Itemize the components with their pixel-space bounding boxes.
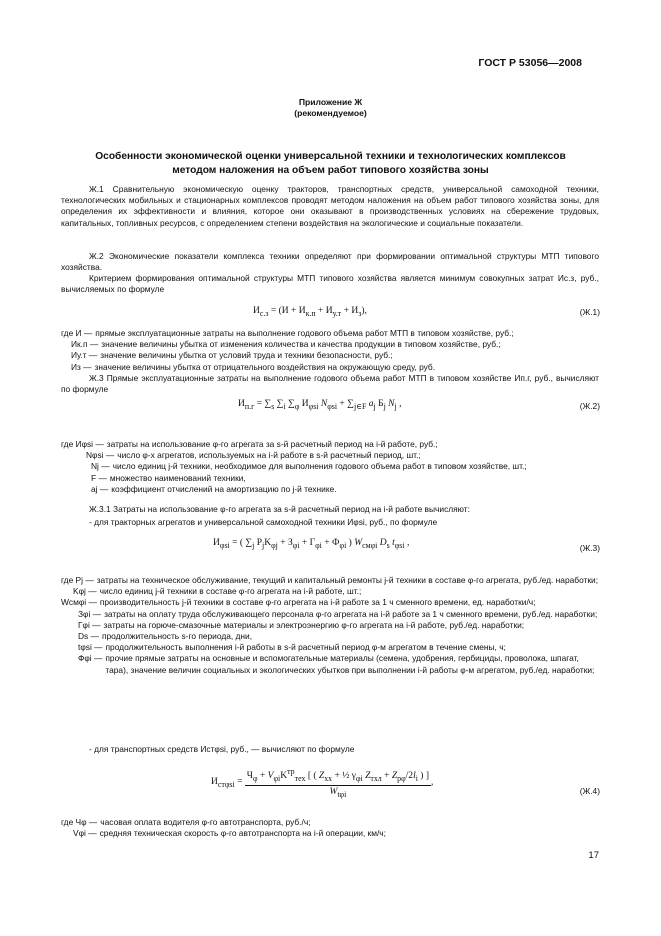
definition-row	[61, 653, 601, 675]
definition-text: значение величины убытка от изменения количества и качества продукции в типовом хозяйстве, руб.;	[101, 339, 501, 350]
definition-text: значение величины убытка от условий труда и техники безопасности, руб.;	[100, 350, 393, 361]
definition-row	[61, 473, 601, 484]
definition-text: значение величины убытка от отрицательного воздействия на окружающую среду, руб.	[94, 361, 436, 372]
definition-text: часовая оплата водителя φ-го автотранспорта, руб./ч;	[100, 817, 311, 827]
definition-text: число единиц j-й техники, необходимое для выполнения годового объема работ в типовом хозяйстве, шт.;	[112, 461, 527, 472]
paragraph-zh2: Ж.2 Экономические показатели комплекса техники определяют при формировании оптимальной структуры МТП типового хозяйства.	[61, 251, 599, 273]
formula-zh3: $И_{\varphi si}$ = ( $\sum_j$ $P_jK_{\varphi j} + З_{\varphi i} + Г_{\varphi i} + Ф_{\varphi i}$ ) $W_{см\varphi i}$ $D_s$ $t_{\varphi si}$ ,	[213, 538, 410, 550]
equation-label-zh3: (Ж.3)	[579, 543, 600, 553]
definition-text: затраты на оплату труда обслуживающего персонала φ-го агрегата на i-й работе за 1 ч сменного времени, руб./ед. наработки;	[104, 608, 598, 619]
definition-text: прочие прямые затраты на основные и вспомогательные материалы (семена, удобрения, гербициды, проволока, шпагат, тара), значение величин социальных и экологических убытков при выполнении i-й работы φ-м агрегатом, руб./ед. наработки;	[105, 653, 595, 675]
definitions-zh1	[61, 328, 601, 373]
page-number: 17	[588, 850, 599, 861]
equation-label-zh4: (Ж.4)	[579, 786, 600, 796]
definition-row	[61, 339, 601, 350]
standard-header: ГОСТ Р 53056—2008	[478, 57, 582, 69]
definition-row	[61, 439, 601, 450]
definition-row	[61, 609, 601, 620]
paragraph-criterion: Критерием формирования оптимальной структуры МТП типового хозяйства является минимум совокупных затрат Ис.з, руб., вычисляемых по формуле	[61, 273, 599, 295]
definition-term: Зφi —	[78, 608, 102, 619]
definitions-zh2	[61, 439, 601, 495]
definition-text: число единиц j-й техники в составе φ-го агрегата на i-й работе, шт.;	[99, 586, 362, 597]
definition-text: продолжительность выполнения i-й работы в s-й расчетный период φ-м агрегатом в течение смены, ч;	[105, 642, 506, 653]
definition-term: F —	[91, 472, 107, 483]
formula-zh2: $И_{п.г} = \sum_s$ $\sum_i$ $\sum_\varphi$ $И_{\varphi si}$ $N_{\varphi si} + \sum_{j\in F}$ $a_j$ $Б_j$ $N_j$ ,	[238, 399, 402, 411]
equation-label-zh2: (Ж.2)	[579, 401, 600, 411]
definitions-zh3	[61, 575, 601, 676]
definition-term: где И —	[61, 328, 93, 338]
definition-row	[61, 461, 601, 472]
definition-term: aj —	[91, 483, 109, 494]
definition-row	[61, 484, 601, 495]
definition-term: Kφj —	[73, 586, 97, 597]
definition-row	[61, 597, 601, 608]
definition-row	[61, 350, 601, 361]
definition-term: Иу.т —	[71, 350, 98, 361]
equation-label-zh1: (Ж.1)	[579, 307, 600, 317]
definition-row	[61, 620, 601, 631]
definition-term: Гφi —	[78, 619, 101, 630]
definition-text: число φ-х агрегатов, используемых на i-й работе в s-й расчетный период, шт.;	[117, 450, 421, 461]
definition-term: Vφi —	[73, 828, 97, 839]
definition-term: Фφi —	[78, 653, 103, 664]
appendix-title: Приложение Ж	[298, 97, 363, 107]
definition-term: где Иφsi —	[61, 439, 104, 449]
definition-row	[61, 586, 601, 597]
definition-row	[61, 631, 601, 642]
definition-row	[61, 828, 601, 839]
definition-term: Ик.п —	[71, 339, 99, 350]
definition-term: Из —	[71, 361, 92, 372]
document-title: Особенности экономической оценки универсальной техники и технологических комплексов методом наложения на объем работ типового хозяйства зоны	[95, 151, 566, 176]
paragraph-transport: - для транспортных средств Истφsi, руб., — вычисляют по формуле	[89, 744, 355, 754]
definition-row	[61, 817, 601, 828]
definition-text: прямые эксплуатационные затраты на выполнение годового объема работ МТП в типовом хозяйстве, руб.;	[95, 328, 514, 338]
definitions-zh4	[61, 817, 601, 839]
appendix-note: (рекомендуемое)	[294, 108, 367, 118]
formula-zh1: $И_{с.з} = (И + И_{к.п} + И_{у.т} + И_з)$,	[253, 306, 367, 318]
definition-row	[61, 575, 601, 586]
definition-term: Nφsi —	[86, 450, 115, 461]
appendix-heading	[0, 97, 661, 119]
definition-text: коэффициент отчислений на амортизацию по j-й технике.	[111, 483, 337, 494]
definition-text: производительность j-й техники в составе φ-го агрегата на i-й работе за 1 ч сменного времени, ед. наработки/ч;	[99, 597, 536, 608]
definition-text: затраты на техническое обслуживание, текущий и капитальный ремонты j-й техники в составе φ-го агрегата, руб./ед. наработки;	[96, 575, 599, 585]
definition-row	[61, 328, 601, 339]
paragraph-zh31: Ж.3.1 Затраты на использование φ-го агрегата за s-й расчетный период на i-й работе вычисляют:	[89, 504, 470, 514]
paragraph-zh3: Ж.3 Прямые эксплуатационные затраты на выполнение годового объема работ МТП в типовом хозяйстве Ип.г, руб., вычисляют по формуле	[61, 373, 599, 395]
definition-term: Wсмφi —	[61, 597, 97, 608]
definition-row	[61, 642, 601, 653]
definition-text: множество наименований техники,	[109, 472, 246, 483]
definition-text: средняя техническая скорость φ-го автотранспорта на i-й операции, км/ч;	[99, 828, 386, 839]
paragraph-zh1: Ж.1 Сравнительную экономическую оценку тракторов, транспортных средств, универсальной самоходной техники, технологических мобильных и стационарных комплексов проводят методом наложения на объем работ типового хозяйства зоны, для определения их эффективности и влияния, которое они оказывают в производственных условиях на сбережение трудовых, капитальных, топливных ресурсов, с определением степени воздействия на экологические и социальные показатели.	[61, 184, 599, 228]
definition-term: Ds —	[78, 631, 99, 642]
definition-term: где Чφ —	[61, 817, 98, 827]
paragraph-tractor: - для тракторных агрегатов и универсальной самоходной техники Иφsi, руб., по формуле	[89, 517, 438, 527]
definition-text: продолжительность s-го периода, дни,	[101, 631, 253, 642]
definition-term: Nj —	[91, 461, 110, 472]
definition-term: tφsi —	[78, 642, 103, 653]
definition-row	[61, 362, 601, 373]
definition-row	[61, 450, 601, 461]
definition-text: затраты на использование φ-го агрегата за s-й расчетный период на i-й работе, руб.;	[106, 439, 438, 449]
definition-text: затраты на горюче-смазочные материалы и электроэнергию φ-го агрегата на i-й работе, руб./ед. наработки;	[103, 619, 525, 630]
definition-term: где Pj —	[61, 575, 94, 585]
formula-zh4: $И_{ст\varphi si}$ = $\frac{Ч_\varphi + V_{\varphi i}K^{тр}_{тех} [ ( Z_{хх} + \frac{1}{2} \gamma_{\varphi i} Z_{тхл} + Z_{р\varphi}/2l_i ) ]}{W_{t\varphi i}}$ ,	[211, 767, 434, 800]
formula-zh4-fraction: $\frac{Ч_\varphi + V_{\varphi i}K^{тр}_{тех} [ ( Z_{хх} + \frac{1}{2} \gamma_{\varphi i} Z_{тхл} + Z_{р\varphi}/2l_i ) ]}{W_{t\varphi i}}$	[246, 767, 429, 800]
